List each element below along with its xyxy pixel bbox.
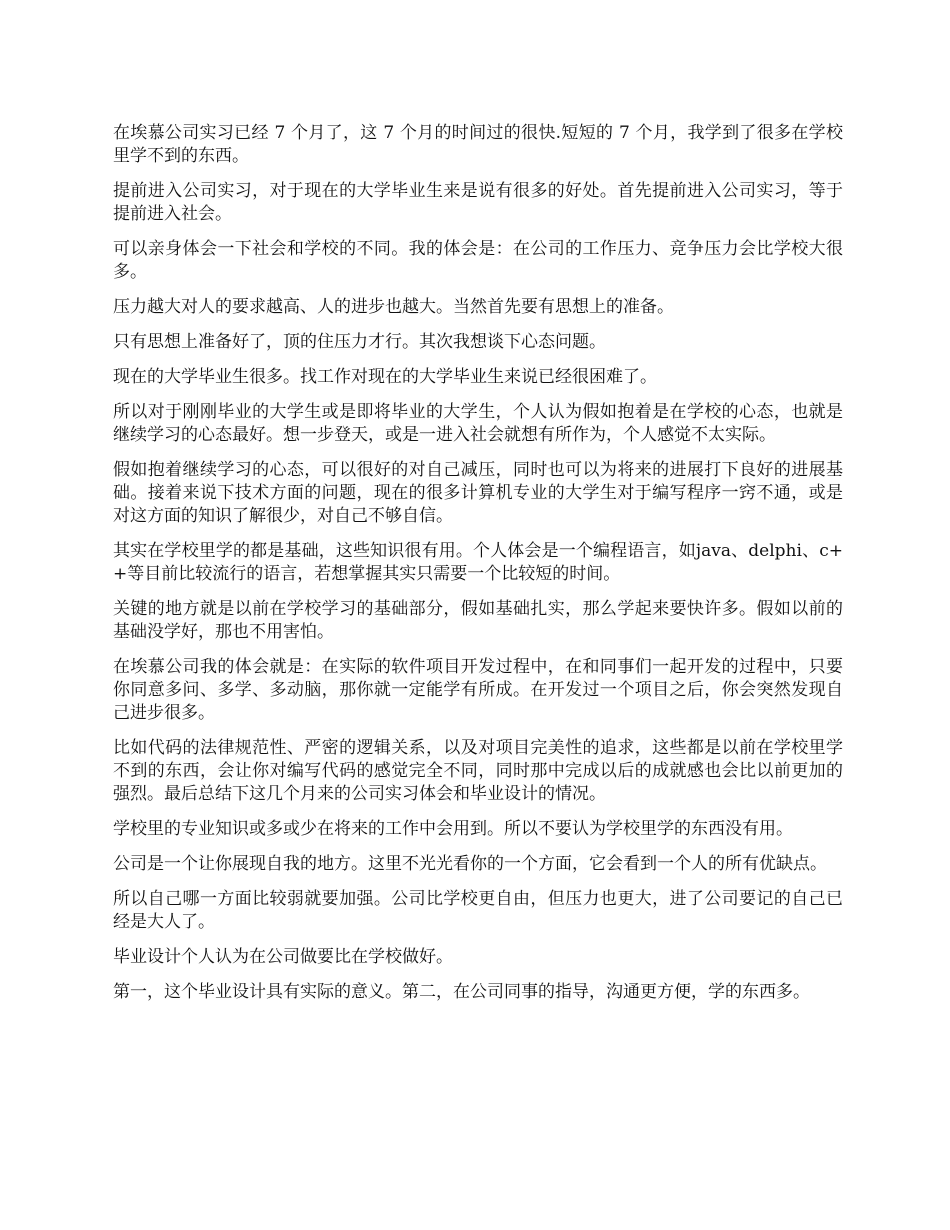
paragraph-14: 公司是一个让你展现自我的地方。这里不光光看你的一个方面，它会看到一个人的所有优缺点。 [113,854,827,874]
paragraph-3: 可以亲身体会一下社会和学校的不同。我的体会是：在公司的工作压力、竞争压力会比学校大很多。 [113,239,843,282]
paragraph-8: 假如抱着继续学习的心态，可以很好的对自己减压，同时也可以为将来的进展打下良好的进展基础。接着来说下技术方面的问题，现在的很多计算机专业的大学生对于编写程序一窍不通，或是对这方面的知识了解很少，对自己不够自信。 [113,460,843,526]
paragraph-13: 学校里的专业知识或多或少在将来的工作中会用到。所以不要认为学校里学的东西没有用。 [113,819,793,839]
paragraph-16: 毕业设计个人认为在公司做要比在学校做好。 [113,947,453,967]
paragraph-5: 只有思想上准备好了，顶的住压力才行。其次我想谈下心态问题。 [113,332,606,352]
paragraph-4: 压力越大对人的要求越高、人的进步也越大。当然首先要有思想上的准备。 [113,297,674,317]
paragraph-1: 在埃慕公司实习已经 7 个月了，这 7 个月的时间过的很快.短短的 7 个月，我学到了很多在学校里学不到的东西。 [113,123,843,166]
paragraph-9: 其实在学校里学的都是基础，这些知识很有用。个人体会是一个编程语言，如java、delphi、c++等目前比较流行的语言，若想掌握其实只需要一个比较短的时间。 [113,541,843,584]
paragraph-17: 第一，这个毕业设计具有实际的意义。第二，在公司同事的指导，沟通更方便，学的东西多。 [113,982,810,1002]
paragraph-11: 在埃慕公司我的体会就是：在实际的软件项目开发过程中，在和同事们一起开发的过程中，只要你同意多问、多学、多动脑，那你就一定能学有所成。在开发过一个项目之后，你会突然发现自己进步很多。 [113,657,843,723]
document-page [113,122,843,1016]
paragraph-7: 所以对于刚刚毕业的大学生或是即将毕业的大学生，个人认为假如抱着是在学校的心态，也就是继续学习的心态最好。想一步登天，或是一进入社会就想有所作为，个人感觉不太实际。 [113,402,843,445]
paragraph-2: 提前进入公司实习，对于现在的大学毕业生来是说有很多的好处。首先提前进入公司实习，等于提前进入社会。 [113,181,843,224]
paragraph-12: 比如代码的法律规范性、严密的逻辑关系，以及对项目完美性的追求，这些都是以前在学校里学不到的东西，会让你对编写代码的感觉完全不同，同时那中完成以后的成就感也会比以前更加的强烈。最后总结下这几个月来的公司实习体会和毕业设计的情况。 [113,738,843,804]
paragraph-6: 现在的大学毕业生很多。找工作对现在的大学毕业生来说已经很困难了。 [113,367,657,387]
paragraph-15: 所以自己哪一方面比较弱就要加强。公司比学校更自由，但压力也更大，进了公司要记的自己已经是大人了。 [113,889,843,932]
paragraph-10: 关键的地方就是以前在学校学习的基础部分，假如基础扎实，那么学起来要快许多。假如以前的基础没学好，那也不用害怕。 [113,599,843,642]
